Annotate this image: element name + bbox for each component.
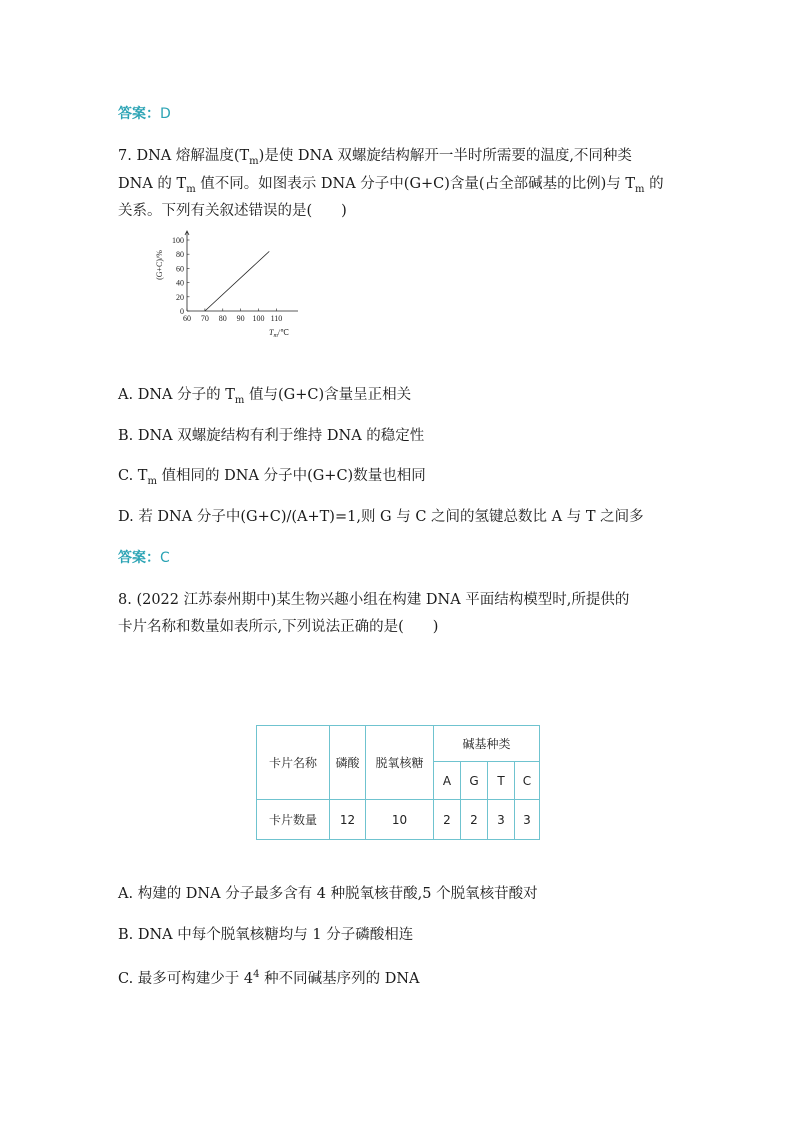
subscript: m (234, 394, 245, 406)
q7-stem-line2 (118, 174, 664, 200)
gc-tm-chart (150, 228, 310, 340)
header-base-types: 碱基种类 (434, 726, 540, 762)
answer-line-q6 (118, 104, 171, 124)
chart-axes (185, 231, 298, 311)
header-base-a: A (434, 762, 461, 800)
chart-series (205, 251, 269, 311)
q7-option-a (118, 385, 411, 411)
y-axis-label: (G+C)/% (155, 250, 164, 280)
header-base-t: T (488, 762, 515, 800)
option-text: A. DNA 分子的 T (118, 387, 235, 403)
answer-line-q7 (118, 548, 170, 568)
subscript: m (147, 475, 157, 487)
y-tick-label: 0 (180, 307, 184, 316)
q7-text: DNA 的 T (118, 176, 187, 192)
x-tick-label: 110 (270, 314, 283, 323)
option-text: 值与(G+C)含量呈正相关 (244, 387, 412, 403)
answer-value: C (160, 550, 170, 566)
q8-option-c (118, 965, 420, 989)
row-label-card-count: 卡片数量 (257, 800, 330, 840)
x-tick-label: 80 (218, 314, 227, 323)
y-tick-label: 60 (176, 264, 184, 274)
q7-option-d: D. 若 DNA 分子中(G+C)/(A+T)=1,则 G 与 C 之间的氢键总数比 A 与 T 之间多 (118, 509, 644, 525)
option-text: C. T (118, 468, 148, 484)
answer-label: 答案： (118, 550, 160, 566)
x-tick-label: 100 (252, 314, 265, 323)
q8-stem-line1: 8. (2022 江苏泰州期中)某生物兴趣小组在构建 DNA 平面结构模型时,所提供的 (118, 592, 630, 608)
y-tick-label: 40 (176, 278, 184, 288)
header-phosphate: 磷酸 (330, 726, 366, 800)
option-text: 种不同碱基序列的 DNA (259, 970, 420, 987)
cell-base-c-count: 3 (515, 800, 540, 840)
y-tick-label: 100 (172, 236, 184, 245)
x-axis-label (269, 328, 289, 339)
cell-phosphate-count: 12 (330, 800, 366, 840)
x-tick-label: 90 (236, 314, 245, 323)
header-deoxyribose: 脱氧核糖 (366, 726, 434, 800)
answer-label: 答案： (118, 106, 160, 122)
cell-base-g-count: 2 (461, 800, 488, 840)
x-axis-label-main: T (269, 328, 274, 337)
cell-base-t-count: 3 (488, 800, 515, 840)
header-card-name: 卡片名称 (257, 726, 330, 800)
x-tick-label: 60 (183, 314, 191, 323)
q7-option-c (118, 466, 426, 492)
q8-stem-line2: 卡片名称和数量如表所示,下列说法正确的是( ) (118, 619, 439, 635)
q7-stem-line3: 关系。下列有关叙述错误的是( ) (118, 203, 347, 219)
x-tick-label: 70 (200, 314, 209, 323)
cell-base-a-count: 2 (434, 800, 461, 840)
q7-text: )是使 DNA 双螺旋结构解开一半时所需要的温度,不同种类 (258, 148, 632, 164)
option-text: 值相同的 DNA 分子中(G+C)数量也相同 (156, 468, 426, 484)
x-axis-label-unit: /℃ (277, 328, 290, 337)
q7-text: 的 (644, 176, 664, 192)
q7-text: 值不同。如图表示 DNA 分子中(G+C)含量(占全部碱基的比例)与 T (195, 176, 636, 192)
x-axis-label-sub: m (273, 333, 278, 339)
series-line (205, 251, 269, 311)
superscript: 4 (253, 969, 260, 980)
y-tick-label: 20 (176, 292, 184, 302)
header-base-c: C (515, 762, 540, 800)
q7-text: 7. DNA 熔解温度(T (118, 148, 250, 164)
cell-sugar-count: 10 (366, 800, 434, 840)
q7-option-b: B. DNA 双螺旋结构有利于维持 DNA 的稳定性 (118, 428, 425, 444)
subscript: m (186, 183, 196, 195)
answer-value: D (160, 106, 171, 122)
y-tick-label: 80 (176, 250, 184, 260)
q8-option-b: B. DNA 中每个脱氧核糖均与 1 分子磷酸相连 (118, 927, 414, 943)
subscript: m (635, 183, 645, 195)
q7-stem-line1 (118, 146, 632, 172)
header-base-g: G (461, 762, 488, 800)
option-text: C. 最多可构建少于 4 (118, 970, 254, 987)
card-table (256, 725, 540, 840)
subscript: m (249, 155, 259, 167)
q8-option-a: A. 构建的 DNA 分子最多含有 4 种脱氧核苷酸,5 个脱氧核苷酸对 (118, 886, 538, 902)
